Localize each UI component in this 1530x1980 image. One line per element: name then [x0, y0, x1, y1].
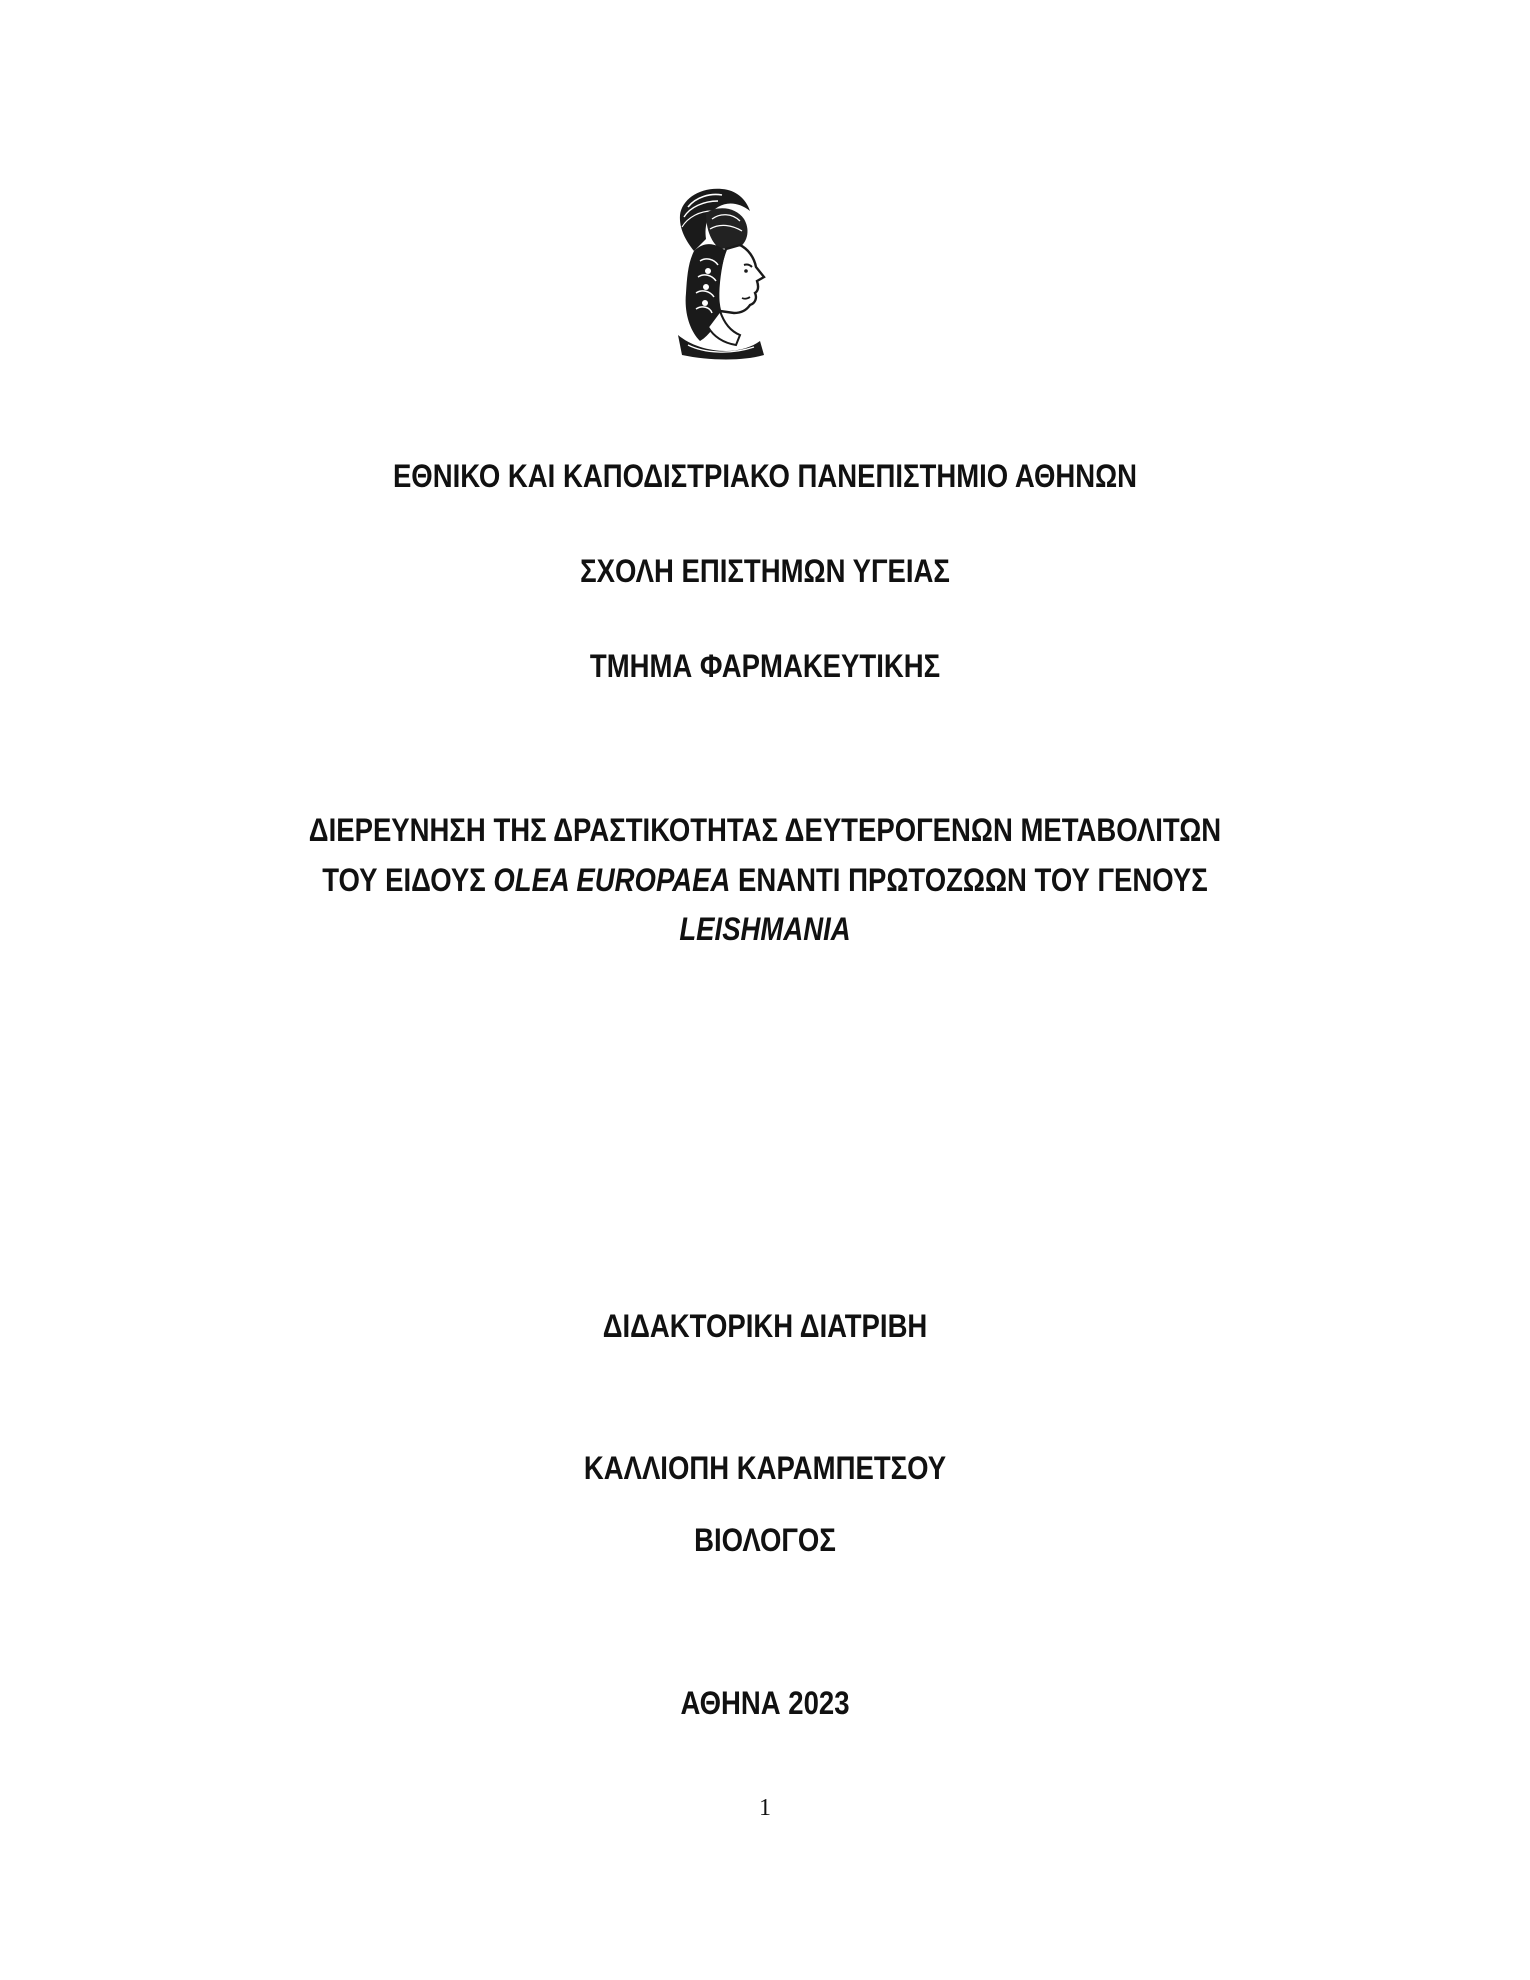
thesis-title-line-1: ΔΙΕΡΕΥΝΗΣΗ ΤΗΣ ΔΡΑΣΤΙΚΟΤΗΤΑΣ ΔΕΥΤΕΡΟΓΕΝΩΝ ΜΕΤΑΒΟΛΙΤΩΝ — [308, 812, 1222, 848]
title-line-2-suffix: ΕΝΑΝΤΙ ΠΡΩΤΟΖΩΩΝ ΤΟΥ ΓΕΝΟΥΣ — [730, 862, 1208, 898]
athena-head-logo-icon — [660, 185, 782, 363]
author-name: ΚΑΛΛΙΟΠΗ ΚΑΡΑΜΠΕΤΣΟΥ — [583, 1450, 947, 1486]
school-name: ΣΧΟΛΗ ΕΠΙΣΤΗΜΩΝ ΥΓΕΙΑΣ — [580, 553, 950, 589]
author-profession: ΒΙΟΛΟΓΟΣ — [694, 1522, 836, 1558]
title-line-2-prefix: ΤΟΥ ΕΙΔΟΥΣ — [322, 862, 494, 898]
university-name: ΕΘΝΙΚΟ ΚΑΙ ΚΑΠΟΔΙΣΤΡΙΑΚΟ ΠΑΝΕΠΙΣΤΗΜΙΟ ΑΘΗΝΩΝ — [392, 458, 1138, 494]
page-number: 1 — [759, 1795, 771, 1821]
thesis-title-line-2 — [107, 862, 1423, 899]
place-year: ΑΘΗΝΑ 2023 — [680, 1685, 850, 1721]
genus-name: LEISHMANIA — [679, 911, 851, 947]
thesis-type: ΔΙΔΑΚΤΟΡΙΚΗ ΔΙΑΤΡΙΒΗ — [602, 1308, 928, 1344]
department-name: ΤΜΗΜΑ ΦΑΡΜΑΚΕΥΤΙΚΗΣ — [589, 648, 941, 684]
species-name: OLEA EUROPAEA — [493, 862, 731, 898]
